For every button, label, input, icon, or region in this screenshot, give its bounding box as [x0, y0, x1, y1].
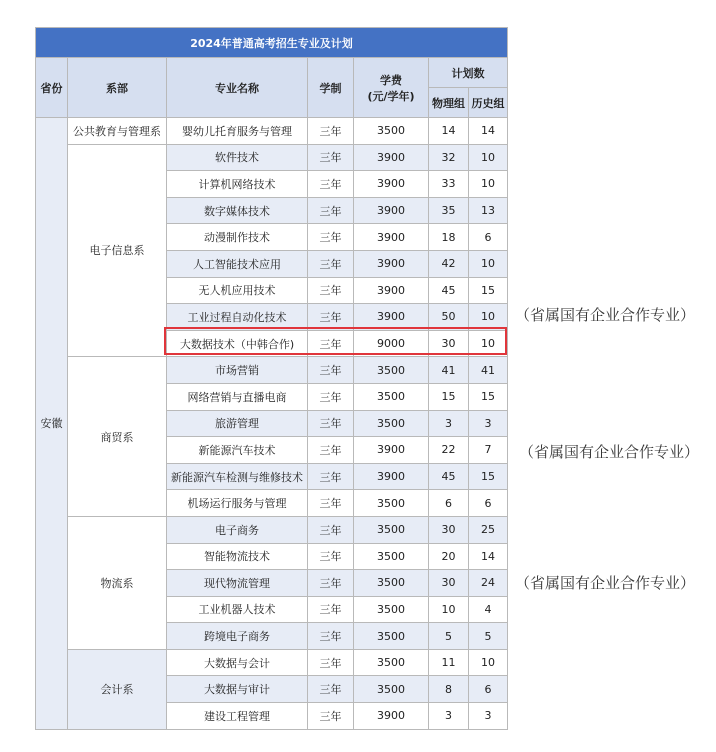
fee-cell: 3500 [354, 516, 429, 543]
history-count-cell: 10 [469, 250, 508, 277]
history-count-cell: 15 [469, 463, 508, 490]
major-cell: 大数据与会计 [167, 649, 308, 676]
duration-cell: 三年 [308, 118, 354, 145]
duration-cell: 三年 [308, 171, 354, 198]
physics-count-cell: 5 [429, 623, 469, 650]
fee-cell: 3900 [354, 250, 429, 277]
province-cell: 安徽 [36, 118, 68, 730]
fee-cell: 3500 [354, 623, 429, 650]
header-fee [354, 58, 429, 118]
major-cell: 数字媒体技术 [167, 197, 308, 224]
table-row [36, 144, 508, 171]
history-count-cell: 3 [469, 410, 508, 437]
major-cell: 工业机器人技术 [167, 596, 308, 623]
history-count-cell: 14 [469, 543, 508, 570]
history-count-cell: 6 [469, 490, 508, 517]
header-fee-line1: 学费 [380, 73, 402, 87]
major-cell: 人工智能技术应用 [167, 250, 308, 277]
duration-cell: 三年 [308, 703, 354, 730]
major-cell: 婴幼儿托育服务与管理 [167, 118, 308, 145]
major-cell: 市场营销 [167, 357, 308, 384]
physics-count-cell: 30 [429, 570, 469, 597]
major-cell: 软件技术 [167, 144, 308, 171]
fee-cell: 3500 [354, 596, 429, 623]
history-count-cell: 10 [469, 171, 508, 198]
duration-cell: 三年 [308, 197, 354, 224]
table-row [36, 357, 508, 384]
duration-cell: 三年 [308, 490, 354, 517]
major-cell: 动漫制作技术 [167, 224, 308, 251]
major-cell: 无人机应用技术 [167, 277, 308, 304]
physics-count-cell: 35 [429, 197, 469, 224]
physics-count-cell: 3 [429, 410, 469, 437]
history-count-cell: 6 [469, 224, 508, 251]
major-cell: 新能源汽车检测与维修技术 [167, 463, 308, 490]
physics-count-cell: 33 [429, 171, 469, 198]
history-count-cell: 3 [469, 703, 508, 730]
physics-count-cell: 45 [429, 277, 469, 304]
fee-cell: 3900 [354, 277, 429, 304]
history-count-cell: 7 [469, 437, 508, 464]
major-cell: 计算机网络技术 [167, 171, 308, 198]
fee-cell: 3900 [354, 437, 429, 464]
history-count-cell: 10 [469, 144, 508, 171]
physics-count-cell: 15 [429, 383, 469, 410]
physics-count-cell: 32 [429, 144, 469, 171]
major-cell: 机场运行服务与管理 [167, 490, 308, 517]
duration-cell: 三年 [308, 543, 354, 570]
history-count-cell: 41 [469, 357, 508, 384]
physics-count-cell: 3 [429, 703, 469, 730]
department-cell: 公共教育与管理系 [68, 118, 167, 145]
history-count-cell: 5 [469, 623, 508, 650]
history-count-cell: 15 [469, 277, 508, 304]
physics-count-cell: 11 [429, 649, 469, 676]
note-cooperation-2: （省属国有企业合作专业） [519, 443, 700, 461]
physics-count-cell: 45 [429, 463, 469, 490]
major-cell: 工业过程自动化技术 [167, 304, 308, 331]
duration-cell: 三年 [308, 304, 354, 331]
major-cell: 电子商务 [167, 516, 308, 543]
physics-count-cell: 42 [429, 250, 469, 277]
department-cell: 电子信息系 [68, 144, 167, 357]
physics-count-cell: 30 [429, 516, 469, 543]
table-row [36, 516, 508, 543]
header-physics: 物理组 [429, 88, 469, 118]
fee-cell: 3500 [354, 410, 429, 437]
history-count-cell: 4 [469, 596, 508, 623]
fee-cell: 3500 [354, 490, 429, 517]
history-count-cell: 24 [469, 570, 508, 597]
history-count-cell: 13 [469, 197, 508, 224]
physics-count-cell: 14 [429, 118, 469, 145]
major-cell: 现代物流管理 [167, 570, 308, 597]
major-cell: 旅游管理 [167, 410, 308, 437]
major-cell: 智能物流技术 [167, 543, 308, 570]
fee-cell: 3900 [354, 224, 429, 251]
duration-cell: 三年 [308, 516, 354, 543]
header-province: 省份 [36, 58, 68, 118]
physics-count-cell: 6 [429, 490, 469, 517]
note-cooperation-3: （省属国有企业合作专业） [515, 574, 696, 592]
history-count-cell: 6 [469, 676, 508, 703]
fee-cell: 3900 [354, 304, 429, 331]
physics-count-cell: 41 [429, 357, 469, 384]
fee-cell: 9000 [354, 330, 429, 357]
history-count-cell: 25 [469, 516, 508, 543]
physics-count-cell: 18 [429, 224, 469, 251]
highlight-box [164, 327, 507, 355]
header-fee-line2: (元/学年) [367, 89, 415, 103]
physics-count-cell: 22 [429, 437, 469, 464]
department-cell: 会计系 [68, 649, 167, 729]
duration-cell: 三年 [308, 649, 354, 676]
table-row [36, 118, 508, 145]
major-cell: 建设工程管理 [167, 703, 308, 730]
major-cell: 网络营销与直播电商 [167, 383, 308, 410]
fee-cell: 3500 [354, 676, 429, 703]
major-cell: 大数据与审计 [167, 676, 308, 703]
duration-cell: 三年 [308, 596, 354, 623]
duration-cell: 三年 [308, 570, 354, 597]
fee-cell: 3900 [354, 171, 429, 198]
duration-cell: 三年 [308, 277, 354, 304]
duration-cell: 三年 [308, 250, 354, 277]
enrollment-plan-table [35, 27, 508, 730]
duration-cell: 三年 [308, 410, 354, 437]
history-count-cell: 10 [469, 304, 508, 331]
header-history: 历史组 [469, 88, 508, 118]
duration-cell: 三年 [308, 463, 354, 490]
duration-cell: 三年 [308, 437, 354, 464]
major-cell: 跨境电子商务 [167, 623, 308, 650]
fee-cell: 3500 [354, 118, 429, 145]
fee-cell: 3900 [354, 463, 429, 490]
duration-cell: 三年 [308, 357, 354, 384]
physics-count-cell: 10 [429, 596, 469, 623]
major-cell: 新能源汽车技术 [167, 437, 308, 464]
physics-count-cell: 8 [429, 676, 469, 703]
duration-cell: 三年 [308, 623, 354, 650]
table-row [36, 649, 508, 676]
duration-cell: 三年 [308, 224, 354, 251]
duration-cell: 三年 [308, 330, 354, 357]
fee-cell: 3500 [354, 570, 429, 597]
header-major: 专业名称 [167, 58, 308, 118]
fee-cell: 3500 [354, 357, 429, 384]
duration-cell: 三年 [308, 144, 354, 171]
table-title: 2024年普通高考招生专业及计划 [36, 28, 508, 58]
history-count-cell: 10 [469, 330, 508, 357]
fee-cell: 3500 [354, 383, 429, 410]
fee-cell: 3500 [354, 649, 429, 676]
physics-count-cell: 30 [429, 330, 469, 357]
fee-cell: 3900 [354, 703, 429, 730]
physics-count-cell: 20 [429, 543, 469, 570]
fee-cell: 3500 [354, 543, 429, 570]
duration-cell: 三年 [308, 383, 354, 410]
note-cooperation-1: （省属国有企业合作专业） [515, 306, 696, 324]
header-plan: 计划数 [429, 58, 508, 88]
history-count-cell: 15 [469, 383, 508, 410]
duration-cell: 三年 [308, 676, 354, 703]
history-count-cell: 14 [469, 118, 508, 145]
fee-cell: 3900 [354, 144, 429, 171]
fee-cell: 3900 [354, 197, 429, 224]
header-department: 系部 [68, 58, 167, 118]
department-cell: 物流系 [68, 516, 167, 649]
department-cell: 商贸系 [68, 357, 167, 517]
header-duration: 学制 [308, 58, 354, 118]
major-cell: 大数据技术（中韩合作) [167, 330, 308, 357]
physics-count-cell: 50 [429, 304, 469, 331]
history-count-cell: 10 [469, 649, 508, 676]
